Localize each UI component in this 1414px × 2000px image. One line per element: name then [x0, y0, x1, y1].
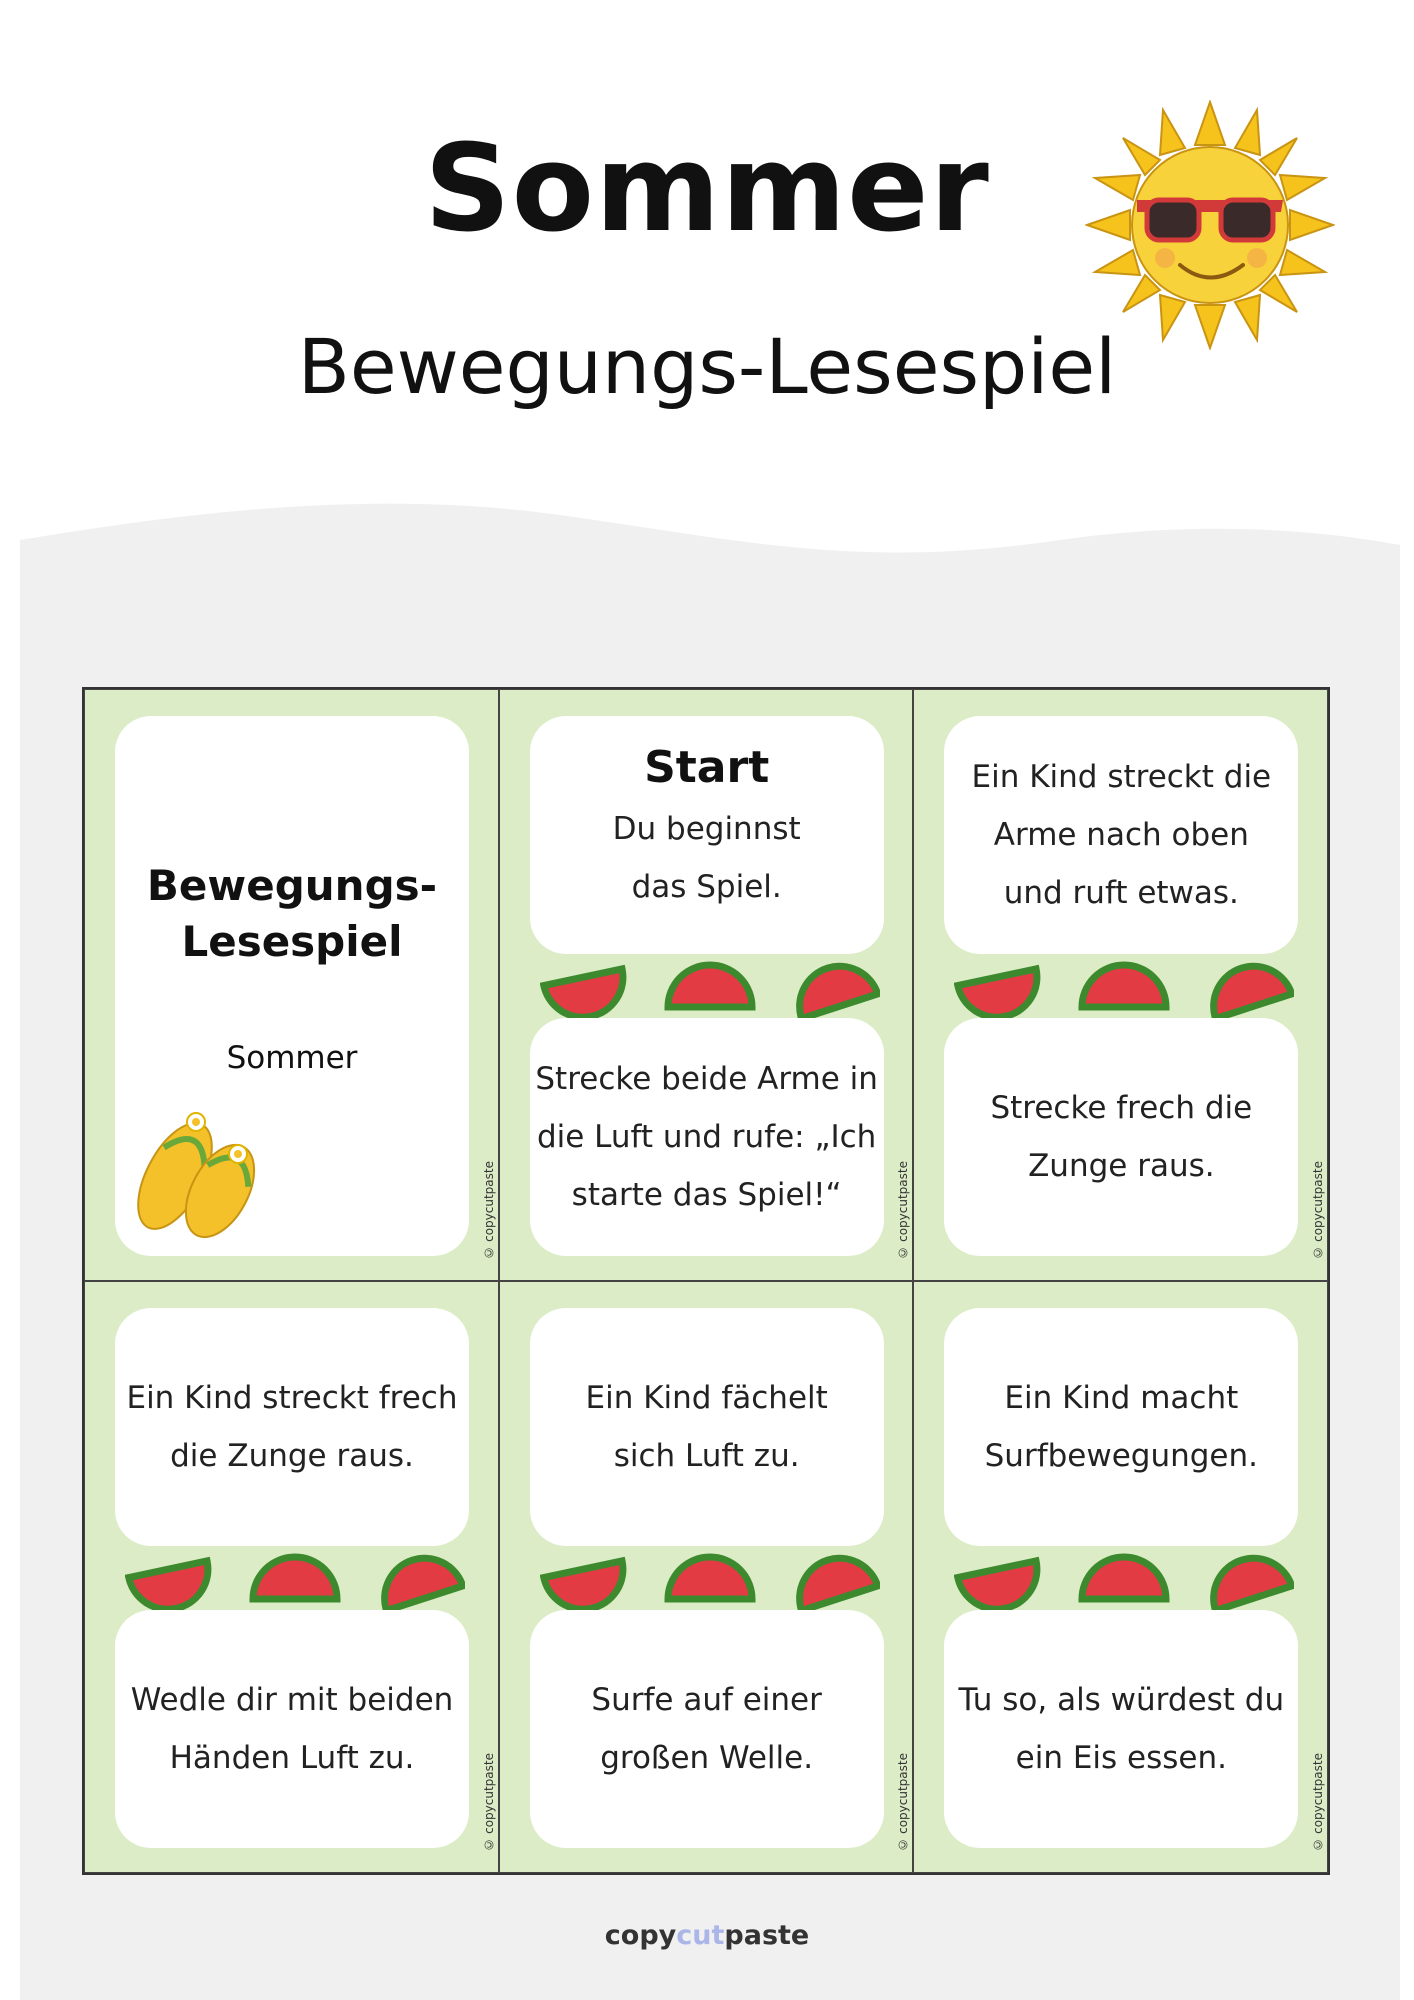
card-4 — [84, 1281, 499, 1873]
text-line: sich Luft zu. — [613, 1438, 800, 1474]
text-line: und ruft etwas. — [1003, 875, 1239, 911]
page-subtitle: Bewegungs-Lesespiel — [297, 322, 1117, 411]
watermelon-slice-icon — [668, 1557, 752, 1599]
watermelon-slice-icon — [1082, 965, 1166, 1007]
text-line: die Zunge raus. — [170, 1438, 414, 1474]
watermelon-slices — [954, 952, 1294, 1022]
card-3 — [913, 689, 1328, 1281]
cover-title-line: Bewegungs- — [146, 861, 438, 910]
text-line: Arme nach oben — [993, 817, 1249, 853]
watermelon-slice-icon — [958, 1561, 1045, 1614]
card-bottom-text — [944, 1671, 1298, 1787]
card-top-text — [944, 1369, 1298, 1485]
card-sheet — [82, 687, 1330, 1875]
brand-part: copy — [604, 1920, 677, 1951]
watermelon-slice-icon — [668, 965, 752, 1007]
copyright-label: © copycutpaste — [896, 1753, 911, 1852]
watermelon-slices — [540, 952, 880, 1022]
text-line: Strecke frech die — [990, 1090, 1253, 1126]
watermelon-slice-icon — [543, 969, 630, 1022]
card-bottom-panel — [530, 1610, 884, 1848]
watermelon-slice-icon — [543, 1561, 630, 1614]
sun-with-sunglasses-icon — [1085, 100, 1335, 350]
card-top-text — [530, 800, 884, 916]
text-line: Strecke beide Arme in — [535, 1061, 878, 1097]
card-bottom-panel — [530, 1018, 884, 1256]
watermelon-slice-icon — [958, 969, 1045, 1022]
text-line: Tu so, als würdest du — [958, 1682, 1285, 1718]
watermelon-slices — [954, 1544, 1294, 1614]
copyright-label: © copycutpaste — [481, 1753, 496, 1852]
watermelon-slice-icon — [374, 1548, 462, 1611]
watermelon-slice-icon — [1204, 956, 1292, 1019]
copyright-label: © copycutpaste — [481, 1161, 496, 1260]
card-cover — [84, 689, 499, 1281]
card-bottom-text — [530, 1050, 884, 1224]
text-line: großen Welle. — [600, 1740, 814, 1776]
text-line: Wedle dir mit beiden — [130, 1682, 454, 1718]
brand-part: cut — [676, 1920, 725, 1951]
card-bottom-text — [115, 1671, 469, 1787]
cover-title-line: Lesespiel — [181, 917, 403, 966]
text-line: Ein Kind streckt frech — [126, 1380, 458, 1416]
copyright-label: © copycutpaste — [896, 1161, 911, 1260]
watermelon-slice-icon — [789, 1548, 877, 1611]
flip-flops-icon — [120, 1096, 270, 1241]
cover-title — [115, 858, 469, 970]
card-top-panel — [530, 716, 884, 954]
card-bottom-panel — [944, 1610, 1298, 1848]
watermelon-slices — [540, 1544, 880, 1614]
card-top-panel — [944, 716, 1298, 954]
cover-subtitle: Sommer — [226, 1040, 358, 1076]
text-line: Du beginnst — [612, 811, 801, 847]
text-line: Ein Kind macht — [1004, 1380, 1239, 1416]
text-line: Surfe auf einer — [591, 1682, 822, 1718]
copyright-label: © copycutpaste — [1310, 1753, 1325, 1852]
card-5 — [499, 1281, 914, 1873]
card-top-panel — [530, 1308, 884, 1546]
card-top-panel — [944, 1308, 1298, 1546]
text-line: Händen Luft zu. — [169, 1740, 415, 1776]
card-top-text — [530, 1369, 884, 1485]
card-bottom-panel — [115, 1610, 469, 1848]
text-line: Ein Kind streckt die — [971, 759, 1272, 795]
text-line: ein Eis essen. — [1015, 1740, 1227, 1776]
watermelon-slice-icon — [789, 956, 877, 1019]
card-bottom-panel — [944, 1018, 1298, 1256]
watermelon-slice-icon — [1082, 1557, 1166, 1599]
page-title: Sommer — [424, 120, 990, 259]
copyright-label: © copycutpaste — [1310, 1161, 1325, 1260]
watermelon-slice-icon — [1204, 1548, 1292, 1611]
card-panel — [115, 716, 469, 1256]
text-line: starte das Spiel!“ — [571, 1177, 842, 1213]
text-line: die Luft und rufe: „Ich — [536, 1119, 877, 1155]
text-line: Ein Kind fächelt — [585, 1380, 828, 1416]
card-6 — [913, 1281, 1328, 1873]
watermelon-slices — [125, 1544, 465, 1614]
card-top-text — [944, 748, 1298, 922]
text-line: Zunge raus. — [1028, 1148, 1215, 1184]
card-bottom-text — [944, 1079, 1298, 1195]
text-line: Surfbewegungen. — [984, 1438, 1259, 1474]
brand-logo — [0, 1920, 1414, 1951]
card-top-panel — [115, 1308, 469, 1546]
card-bottom-text — [530, 1671, 884, 1787]
watermelon-slice-icon — [253, 1557, 337, 1599]
start-heading: Start — [644, 742, 770, 793]
card-start — [499, 689, 914, 1281]
text-line: das Spiel. — [631, 869, 782, 905]
brand-part: paste — [724, 1920, 810, 1951]
watermelon-slice-icon — [129, 1561, 216, 1614]
card-top-text — [115, 1369, 469, 1485]
